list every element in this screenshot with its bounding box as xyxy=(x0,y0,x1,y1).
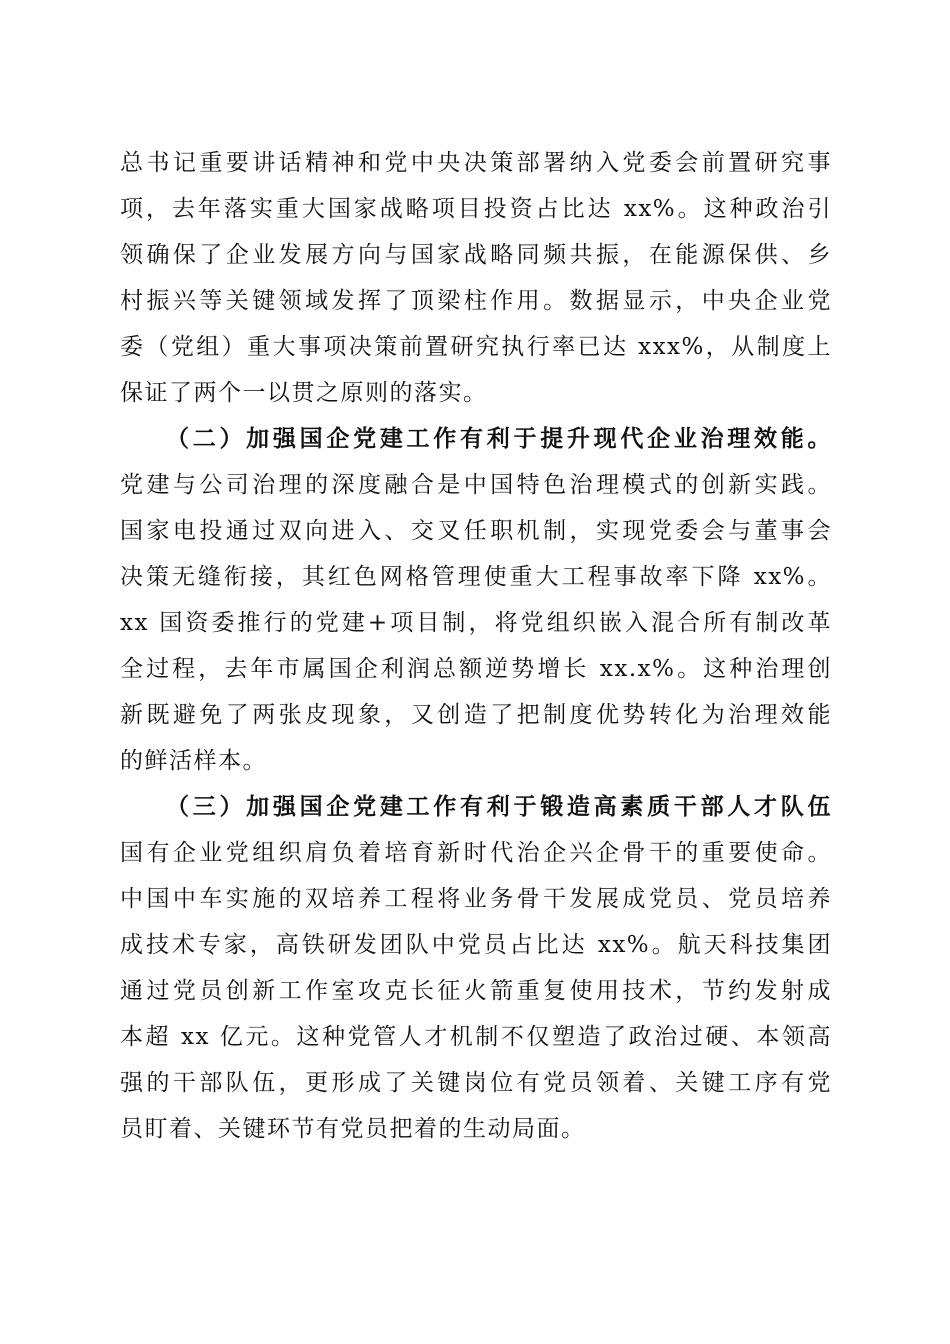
section-3-line: 中国中车实施的双培养工程将业务骨干发展成党员、党员培养 xyxy=(120,886,832,912)
paragraph-1 xyxy=(120,140,832,1152)
section-2-line: 全过程，去年市属国企利润总额逆势增长 xx.x%。这种治理创 xyxy=(120,656,832,682)
section-3-line: 国有企业党组织肩负着培育新时代治企兴企骨干的重要使命。 xyxy=(120,840,832,866)
section-2-line: 决策无缝衔接，其红色网格管理使重大工程事故率下降 xx%。 xyxy=(120,564,832,590)
section-2-line: xx 国资委推行的党建+项目制，将党组织嵌入混合所有制改革 xyxy=(120,610,832,636)
section-2-line: 国家电投通过双向进入、交叉任职机制，实现党委会与董事会 xyxy=(120,518,832,544)
section-3-line: 成技术专家，高铁研发团队中党员占比达 xx%。航天科技集团 xyxy=(120,932,832,958)
section-2-heading: （二）加强国企党建工作有利于提升现代企业治理效能。 xyxy=(166,425,832,452)
section-2-line: 党建与公司治理的深度融合是中国特色治理模式的创新实践。 xyxy=(120,472,832,498)
section-3-line: 通过党员创新工作室攻克长征火箭重复使用技术，节约发射成 xyxy=(120,978,832,1004)
paragraph-1-line: 总书记重要讲话精神和党中央决策部署纳入党委会前置研究事 xyxy=(120,150,832,176)
section-3-line: 员盯着、关键环节有党员把着的生动局面。 xyxy=(120,1116,586,1142)
section-3-line: 强的干部队伍，更形成了关键岗位有党员领着、关键工序有党 xyxy=(120,1070,832,1096)
section-2-line: 新既避免了两张皮现象，又创造了把制度优势转化为治理效能 xyxy=(120,702,832,728)
section-3-heading: （三）加强国企党建工作有利于锻造高素质干部人才队伍 xyxy=(166,793,832,820)
section-2-line: 的鲜活样本。 xyxy=(120,748,267,774)
paragraph-1-line: 委（党组）重大事项决策前置研究执行率已达 xxx%，从制度上 xyxy=(120,334,832,360)
paragraph-1-line: 村振兴等关键领域发挥了顶梁柱作用。数据显示，中央企业党 xyxy=(120,288,832,314)
paragraph-1-line: 项，去年落实重大国家战略项目投资占比达 xx%。这种政治引 xyxy=(120,196,832,222)
paragraph-1-line: 领确保了企业发展方向与国家战略同频共振，在能源保供、乡 xyxy=(120,242,832,268)
paragraph-1-line: 保证了两个一以贯之原则的落实。 xyxy=(120,380,488,406)
section-3-line: 本超 xx 亿元。这种党管人才机制不仅塑造了政治过硬、本领高 xyxy=(120,1024,832,1050)
